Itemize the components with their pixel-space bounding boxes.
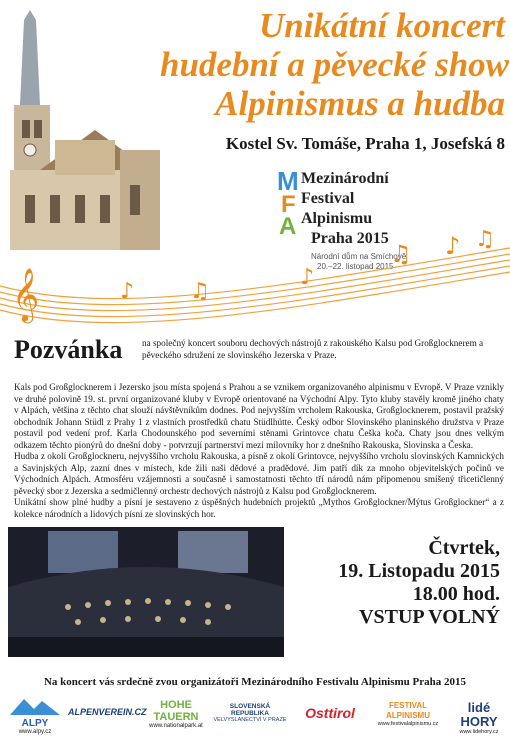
event-day: Čtvrtek, <box>428 537 500 559</box>
svg-text:F: F <box>281 191 296 218</box>
paragraph-1: Kals pod Großglocknerem i Jezersko jsou místa spojená s Prahou a se vznikem organizovaného alpinismu v Evropě. V Praze vznikly ve druhé polovině 19. st. první organizované kluby v Evropě orientované na Východní Alpy. Tyto kluby stavěly kromě jiného chaty v Alpách, většina z těchto chat slouží návštěvníkům dodnes. Pod nejvyšším vrcholem Rakouska, Großglocknerem, postavil pražský obchodník Johann Stüdl z Prahy 1 z vlastních prostředků chatu Stüdlhütte. Český odbor Slovinského planinského družstva v Praze postavil pod vedení prof. Karla Chodounského pod severními stěnami Grintovce chatu Češka koča. Chaty jsou dnes velkým odkazem těchto pionýrů do dnešní doby - potvrzují partnerství mezi milovníky hor z dnešního Rakouska, Slovinska a Česka. <box>14 382 504 450</box>
concert-title <box>160 6 510 123</box>
logo-osttirol: Osttirol <box>305 705 355 721</box>
svg-text:♫: ♫ <box>190 279 210 304</box>
festival-line-2: Festival <box>301 190 355 207</box>
svg-text:♫: ♫ <box>390 240 412 268</box>
title-line-3: Alpinismus a hudba <box>215 84 505 123</box>
event-entry: VSTUP VOLNÝ <box>359 606 500 628</box>
paragraph-3: Unikátní show plné hudby a písní je sestaveno z úspěšných hudebních projektů „Mythos Großglockner/Mýtus Großglockner“ a z kolekce národních a lidových písní ze slovinských hor. <box>14 497 504 519</box>
svg-text:♫: ♫ <box>475 228 495 252</box>
event-date: 19. Listopadu 2015 <box>338 560 500 582</box>
logo-slovenska-republika: SLOVENSKÁ REPUBLIKA VELVYSLANECTVÍ V PRAZE <box>213 703 287 723</box>
svg-text:♪: ♪ <box>120 279 135 304</box>
svg-text:♪: ♪ <box>445 232 461 260</box>
treble-clef-icon: 𝄞 <box>12 267 40 321</box>
svg-text:♪: ♪ <box>300 265 315 290</box>
invitation-heading: Pozvánka <box>14 335 123 364</box>
invitation-intro: na společný koncert souboru dechových nástrojů z rakouského Kalsu pod Großglocknerem a pěveckého sdružení ze slovinského Jezerska v Praze. <box>142 338 484 360</box>
svg-text:M: M <box>277 168 299 196</box>
organizers-note: Na koncert vás srdečně zvou organizátoři Mezinárodního Festivalu Alpinismu Praha 2015 <box>43 676 467 688</box>
festival-line-3: Alpinismu <box>301 210 373 227</box>
church-illustration <box>0 10 170 250</box>
title-line-2: hudební a pěvecké show <box>160 45 510 84</box>
mountain-icon <box>6 695 64 717</box>
venue-address: Kostel Sv. Tomáše, Praha 1, Josefská 8 <box>225 134 505 153</box>
svg-text:A: A <box>279 213 297 238</box>
festival-line-4: Praha 2015 <box>311 230 389 247</box>
event-details <box>290 537 500 629</box>
festival-line-1: Mezinárodní <box>301 170 389 187</box>
title-line-1: Unikátní koncert <box>258 6 505 45</box>
event-time: 18.00 hod. <box>412 583 500 605</box>
logo-alpenverein: ALPENVEREIN.CZ <box>68 707 147 717</box>
logo-festival-alpinismu: FESTIVAL ALPINISMU www.festivalalpinismu.cz <box>377 701 439 727</box>
festival-dates: 20.–22. listopad 2015 <box>317 262 394 271</box>
logo-alpy: ALPY www.alpy.cz <box>6 695 64 740</box>
music-staff-decoration <box>0 228 510 338</box>
sponsor-logos <box>0 695 510 740</box>
logo-lide-hory: lidé HORY www.lidehory.cz <box>459 700 499 735</box>
festival-venue: Národní dům na Smíchově <box>311 252 407 261</box>
invitation-body <box>14 382 504 520</box>
concert-photo <box>8 527 284 657</box>
logo-hohe-tauern: HOHE TAUERN www.nationalpark.at <box>149 699 203 729</box>
paragraph-2: Hudba z okolí Großglockneru, nejvyššího vrcholu Rakouska, a písně z okolí Grintovce, nejvyššího vrcholu slovinských Kamnických a Savinjských Alp, zazní dnes v místech, kde žili naši dědové a pradědové. Jim patří dík za mnoho objevitelských počinů ve Východních Alpách. Atmosféru vzájemnosti a současně i samostatnosti těchto tří národů nám připomenou smíšený třicetičlenný pěvecký sbor z Jezerska a sedmičlenný orchestr dechových nástrojů z Kalsu pod Großglocknerem. <box>14 451 504 496</box>
